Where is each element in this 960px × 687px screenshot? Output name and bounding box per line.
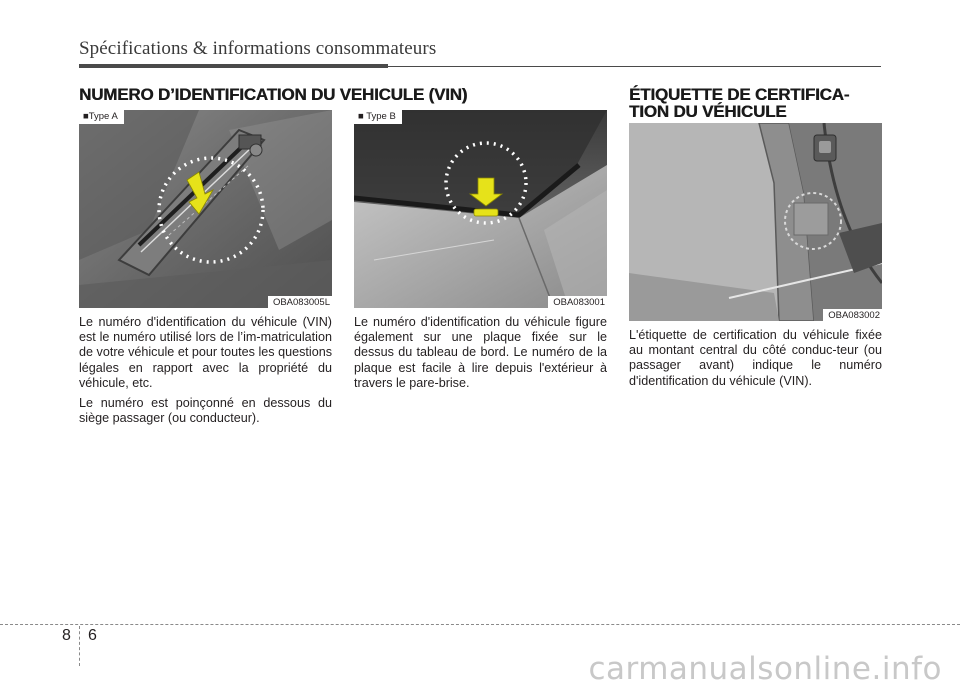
figure-certification-label-pillar [629, 123, 882, 321]
figure-type-b-vin-dashboard [354, 110, 607, 308]
windshield-illustration [354, 110, 607, 308]
footer-divider [79, 626, 80, 666]
door-pillar-illustration [629, 123, 882, 321]
figure-code: OBA083005L [268, 296, 332, 308]
vin-plate [474, 209, 498, 216]
figure-code: OBA083002 [823, 309, 882, 321]
under-seat-illustration [79, 110, 332, 308]
certification-description [629, 328, 882, 394]
vin-description-type-b [354, 315, 607, 396]
certification-label [794, 203, 828, 235]
header-rule-thin [388, 66, 881, 67]
paragraph: L'étiquette de certification du véhicule fixée au montant central du côté conduc-teur (ou passager avant) indique le numéro d'identification du véhicule (VIN). [629, 328, 882, 388]
site-watermark: carmanualsonline.info [588, 651, 942, 687]
chapter-number: 8 [62, 627, 71, 644]
paragraph: Le numéro est poinçonné en dessous du siège passager (ou conducteur). [79, 396, 332, 426]
page-number: 6 [88, 627, 97, 644]
vin-description-type-a [79, 315, 332, 431]
page-header-title: Spécifications & informations consommateurs [79, 38, 437, 59]
figure-type-a-vin-under-seat [79, 110, 332, 308]
paragraph: Le numéro d'identification du véhicule figure également sur une plaque fixée sur le dessus du tableau de bord. Le numéro de la plaque est facile à lire depuis l'extérieur à travers le pare-brise. [354, 315, 607, 390]
figure-type-label: ■ Type B [354, 110, 402, 124]
header-rule-thick [79, 64, 388, 68]
certification-section-heading: ÉTIQUETTE DE CERTIFICA-TION DU VÉHICULE [629, 85, 850, 121]
figure-code: OBA083001 [548, 296, 607, 308]
figure-type-label: ■Type A [79, 110, 124, 124]
vin-section-heading: NUMERO D’IDENTIFICATION DU VEHICULE (VIN) [79, 85, 468, 104]
paragraph: Le numéro d'identification du véhicule (VIN) est le numéro utilisé lors de l’im-matriculation de votre véhicule et pour toutes les questions légales en rapport avec la propriété du véhicule, etc. [79, 315, 332, 390]
footer-rule [0, 624, 960, 625]
